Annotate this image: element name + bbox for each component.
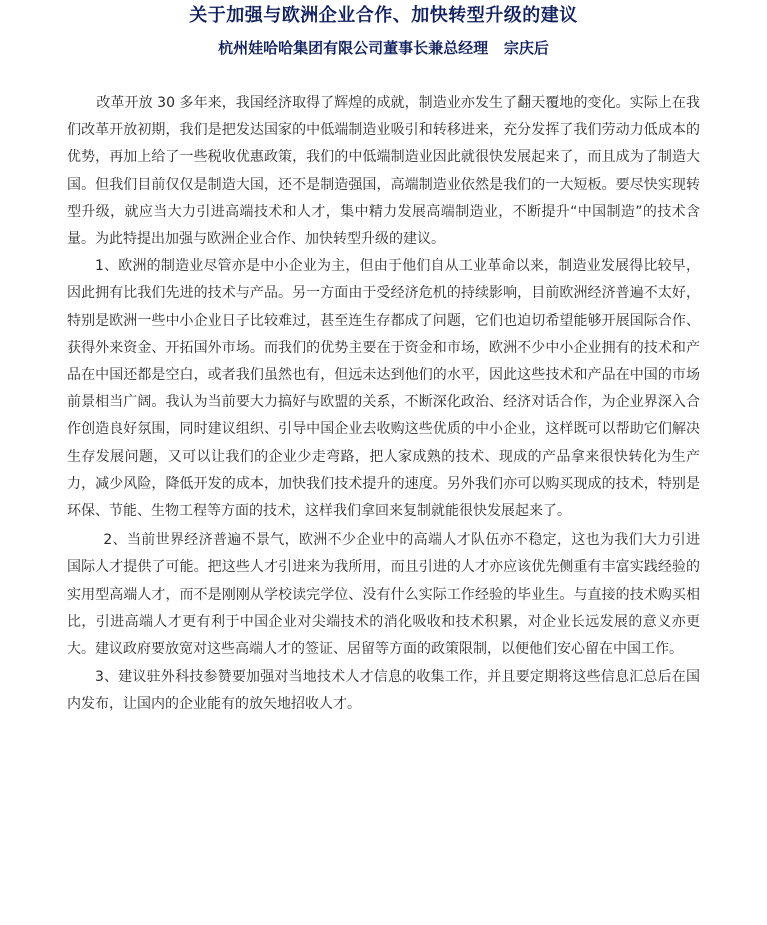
- document-title: 关于加强与欧洲企业合作、加快转型升级的建议: [189, 5, 578, 26]
- paragraph-item-1: 1、欧洲的制造业尽管亦是中小企业为主，但由于他们自从工业革命以来，制造业发展得比较早，因此拥有比我们先进的技术与产品。另一方面由于受经济危机的持续影响，目前欧洲经济普遍不太好，特别是欧洲一些中小企业日子比较难过，甚至连生存都成了问题，它们也迫切希望能够开展国际合作、获得外来资金、开拓国外市场。而我们的优势主要在于资金和市场，欧洲不少中小企业拥有的技术和产品在中国还都是空白，或者我们虽然也有，但远未达到他们的水平，因此这些技术和产品在中国的市场前景相当广阔。我认为当前要大力搞好与欧盟的关系，不断深化政治、经济对话合作，为企业界深入合作创造良好氛围，同时建议组织、引导中国企业去收购这些优质的中小企业，这样既可以帮助它们解决生存发展问题，又可以让我们的企业少走弯路，把人家成熟的技术、现成的产品拿来很快转化为生产力，减少风险，降低开发的成本，加快我们技术提升的速度。另外我们亦可以购买现成的技术，特别是环保、节能、生物工程等方面的技术，这样我们拿回来复制就能很快发展起来了。: [67, 258, 700, 520]
- document-body: [67, 90, 700, 719]
- document-author-line: 杭州娃哈哈集团有限公司董事长兼总经理 宗庆后: [218, 39, 549, 57]
- paragraph-intro: 改革开放 30 多年来，我国经济取得了辉煌的成就，制造业亦发生了翻天覆地的变化。实际上在我们改革开放初期，我们是把发达国家的中低端制造业吸引和转移进来，充分发挥了我们劳动力低成本的优势，再加上给了一些税收优惠政策，我们的中低端制造业因此就很快发展起来了，而且成为了制造大国。但我们目前仅仅是制造大国，还不是制造强国，高端制造业依然是我们的一大短板。要尽快实现转型升级，就应当大力引进高端技术和人才，集中精力发展高端制造业，不断提升“中国制造”的技术含量。为此特提出加强与欧洲企业合作、加快转型升级的建议。: [67, 95, 700, 248]
- paragraph-item-3: 3、建议驻外科技参赞要加强对当地技术人才信息的收集工作，并且要定期将这些信息汇总后在国内发布，让国内的企业能有的放矢地招收人才。: [67, 669, 700, 713]
- paragraph-item-2: 2、当前世界经济普遍不景气，欧洲不少企业中的高端人才队伍亦不稳定，这也为我们大力引进国际人才提供了可能。把这些人才引进来为我所用，而且引进的人才亦应该优先侧重有丰富实践经验的实用型高端人才，而不是刚刚从学校读完学位、没有什么实际工作经验的毕业生。与直接的技术购买相比，引进高端人才更有利于中国企业对尖端技术的消化吸收和技术积累，对企业长远发展的意义亦更大。建议政府要放宽对这些高端人才的签证、居留等方面的政策限制，以便他们安心留在中国工作。: [67, 532, 700, 658]
